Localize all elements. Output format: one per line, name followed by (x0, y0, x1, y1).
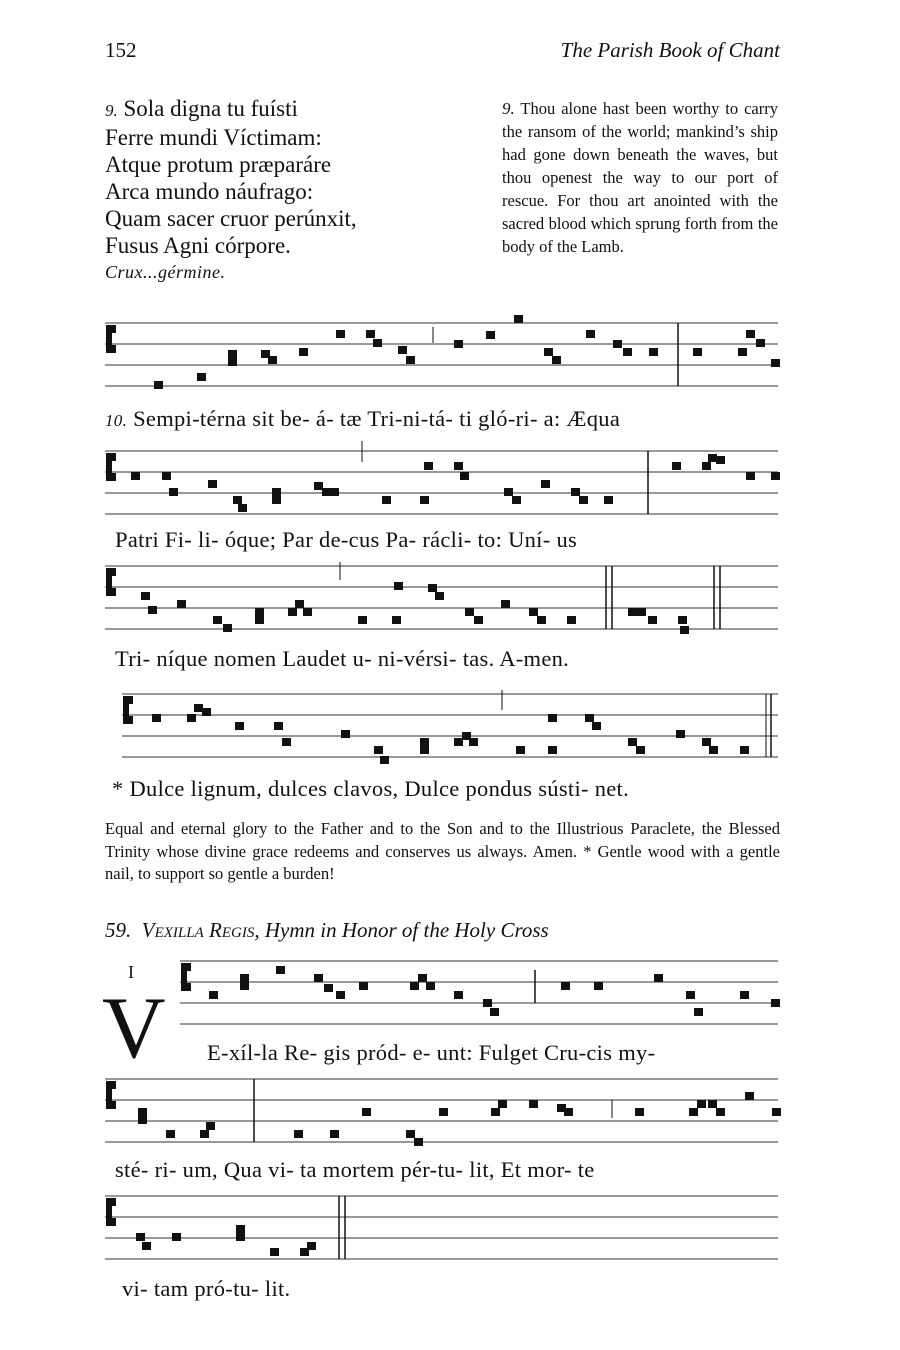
neume-note (272, 496, 281, 504)
neume-note (255, 608, 264, 616)
do-clef-icon (106, 1081, 116, 1089)
english-number: 9. (502, 99, 515, 118)
neume-note (172, 1233, 181, 1241)
neume-note (136, 1233, 145, 1241)
neume-note (362, 1108, 371, 1116)
mode-indicator: I (128, 962, 134, 982)
neume-note (746, 330, 755, 338)
neume-note (708, 454, 717, 462)
neume-note (307, 1242, 316, 1250)
lyric-line-4: * Dulce lignum, dulces clavos, Dulce pondus sústi- net. (112, 776, 630, 801)
neume-note (276, 966, 285, 974)
neume-note (358, 616, 367, 624)
neume-note (541, 480, 550, 488)
neume-note (746, 472, 755, 480)
neume-note (282, 738, 291, 746)
neume-note (512, 496, 521, 504)
latin-line: Atque protum præparáre (105, 152, 332, 177)
do-clef-icon (123, 716, 133, 724)
neume-note (771, 359, 780, 367)
neume-note (420, 738, 429, 746)
neume-note (702, 462, 711, 470)
neume-note (585, 714, 594, 722)
neume-note (270, 1248, 279, 1256)
neume-note (380, 756, 389, 764)
latin-line: Ferre mundi Víctimam: (105, 125, 322, 150)
neume-note (567, 616, 576, 624)
neume-note (324, 984, 333, 992)
do-clef-icon (106, 1218, 116, 1226)
neume-note (771, 999, 780, 1007)
neume-note (336, 330, 345, 338)
neume-note (454, 991, 463, 999)
neume-note (197, 373, 206, 381)
neume-note (274, 722, 283, 730)
neume-note (465, 608, 474, 616)
neume-note (594, 982, 603, 990)
neume-note (613, 340, 622, 348)
neume-note (420, 496, 429, 504)
neume-note (288, 608, 297, 616)
neume-note (131, 472, 140, 480)
do-clef-icon (181, 963, 191, 971)
neume-note (628, 738, 637, 746)
running-head: The Parish Book of Chant (560, 38, 780, 62)
lyric-line-2: Patri Fi- li- óque; Par de-cus Pa- rácli- to: Uní- us (115, 527, 578, 552)
hymn-lyric-line-3: vi- tam pró-tu- lit. (122, 1276, 291, 1301)
neume-note (223, 624, 232, 632)
neume-note (162, 472, 171, 480)
neume-note (454, 340, 463, 348)
neume-note (236, 1225, 245, 1233)
page-number: 152 (105, 38, 137, 62)
refrain-cue: Crux...gérmine. (105, 262, 226, 282)
neume-note (738, 348, 747, 356)
neume-note (359, 982, 368, 990)
neume-note (200, 1130, 209, 1138)
do-clef-icon (106, 568, 116, 576)
lyric-line-3: Tri- níque nomen Laudet u- ni-vérsi- tas. A-men. (115, 646, 570, 671)
neume-note (228, 350, 237, 358)
neume-note (623, 348, 632, 356)
latin-line: Arca mundo náufrago: (105, 179, 314, 204)
neume-note (394, 582, 403, 590)
neume-note (548, 746, 557, 754)
neume-note (486, 331, 495, 339)
neume-note (740, 746, 749, 754)
neume-note (686, 991, 695, 999)
neume-note (373, 339, 382, 347)
neume-note (366, 330, 375, 338)
neume-note (490, 1008, 499, 1016)
neume-note (236, 1233, 245, 1241)
neume-note (637, 608, 646, 616)
lyric-text: Sempi-térna sit be- á- tæ Tri-ni-tá- ti gló-ri- a: Æqua (133, 406, 621, 431)
neume-note (454, 738, 463, 746)
do-clef-icon (106, 453, 116, 461)
neume-note (240, 974, 249, 982)
hymn-title (105, 918, 549, 943)
neume-note (208, 480, 217, 488)
neume-note (672, 462, 681, 470)
neume-note (716, 456, 725, 464)
neume-note (680, 626, 689, 634)
neume-note (716, 1108, 725, 1116)
latin-text: Sola digna tu fuísti (123, 96, 298, 121)
neume-note (330, 488, 339, 496)
neume-note (295, 600, 304, 608)
neume-note (552, 356, 561, 364)
neume-note (654, 974, 663, 982)
neume-note (154, 381, 163, 389)
latin-line: Fusus Agni córpore. (105, 233, 291, 258)
neume-note (299, 348, 308, 356)
do-clef-icon (106, 345, 116, 353)
neume-note (424, 462, 433, 470)
neume-note (514, 315, 523, 323)
neume-note (374, 746, 383, 754)
neume-note (586, 330, 595, 338)
neume-note (169, 488, 178, 496)
do-clef-icon (123, 696, 133, 704)
lyric-line-1 (105, 406, 620, 432)
neume-note (592, 722, 601, 730)
neume-note (420, 746, 429, 754)
neume-note (142, 1242, 151, 1250)
do-clef-icon (106, 1101, 116, 1109)
drop-initial: V (102, 980, 166, 1077)
neume-note (314, 974, 323, 982)
neume-note (702, 738, 711, 746)
neume-note (544, 348, 553, 356)
neume-note (460, 472, 469, 480)
hymn-lyric-line-2: sté- ri- um, Qua vi- ta mortem pér-tu- lit, Et mor- te (115, 1157, 595, 1182)
neume-note (152, 714, 161, 722)
neume-note (194, 704, 203, 712)
neume-note (202, 708, 211, 716)
stanza-number: 9. (105, 101, 118, 120)
neume-note (255, 616, 264, 624)
neume-note (414, 1138, 423, 1146)
neume-note (501, 600, 510, 608)
neume-note (392, 616, 401, 624)
neume-note (628, 608, 637, 616)
neume-note (322, 488, 331, 496)
neume-note (426, 982, 435, 990)
neume-note (678, 616, 687, 624)
neume-note (469, 738, 478, 746)
translation-10: Equal and eternal glory to the Father and to the Son and to the Illustrious Paraclete, the Blessed Trinity whose divine grace redeems and conserves us always. Amen. * Gentle wood with a gentle nail, to support so gentle a burden! (105, 819, 780, 883)
neume-note (771, 472, 780, 480)
hymn-lyric-line-1: E-xíl-la Re- gis pród- e- unt: Fulget Cru-cis my- (207, 1040, 656, 1065)
neume-note (689, 1108, 698, 1116)
neume-note (410, 982, 419, 990)
neume-note (428, 584, 437, 592)
neume-note (635, 1108, 644, 1116)
neume-note (694, 1008, 703, 1016)
neume-note (330, 1130, 339, 1138)
neume-note (529, 1100, 538, 1108)
neume-note (233, 496, 242, 504)
neume-note (206, 1122, 215, 1130)
hymn-name: Vexilla Regis, (141, 918, 260, 942)
neume-note (398, 346, 407, 354)
neume-note (406, 1130, 415, 1138)
neume-note (336, 991, 345, 999)
neume-note (697, 1100, 706, 1108)
neume-note (148, 606, 157, 614)
neume-note (314, 482, 323, 490)
neume-note (561, 982, 570, 990)
neume-note (238, 504, 247, 512)
neume-note (235, 722, 244, 730)
do-clef-icon (106, 1198, 116, 1206)
neume-note (709, 746, 718, 754)
neume-note (166, 1130, 175, 1138)
neume-note (406, 356, 415, 364)
neume-note (676, 730, 685, 738)
neume-note (636, 746, 645, 754)
neume-note (209, 991, 218, 999)
neume-note (268, 356, 277, 364)
neume-note (740, 991, 749, 999)
neume-note (529, 608, 538, 616)
hymn-subtitle: Hymn in Honor of the Holy Cross (264, 918, 549, 942)
neume-note (294, 1130, 303, 1138)
neume-note (649, 348, 658, 356)
neume-note (303, 608, 312, 616)
neume-note (228, 358, 237, 366)
neume-note (579, 496, 588, 504)
neume-note (498, 1100, 507, 1108)
neume-note (138, 1116, 147, 1124)
neume-note (341, 730, 350, 738)
neume-note (708, 1100, 717, 1108)
neume-note (756, 339, 765, 347)
neume-note (435, 592, 444, 600)
do-clef-icon (106, 325, 116, 333)
verse-number: 10. (105, 411, 128, 430)
neume-note (213, 616, 222, 624)
neume-note (571, 488, 580, 496)
neume-note (240, 982, 249, 990)
hymn-number: 59. (105, 918, 132, 942)
neume-note (772, 1108, 781, 1116)
neume-note (138, 1108, 147, 1116)
do-clef-icon (181, 983, 191, 991)
neume-note (474, 616, 483, 624)
neume-note (745, 1092, 754, 1100)
neume-note (382, 496, 391, 504)
neume-note (483, 999, 492, 1007)
english-text: Thou alone hast been worthy to carry the ransom of the world; mankind’s ship had gone down beneath the waves, but thou openest the way to our port of rescue. For thou art anointed with the sacred blood which sprung forth from the body of the Lamb. (502, 99, 778, 256)
latin-line: Quam sacer cruor perúnxit, (105, 206, 357, 231)
neume-note (504, 488, 513, 496)
neume-note (141, 592, 150, 600)
neume-note (604, 496, 613, 504)
do-clef-icon (106, 473, 116, 481)
neume-note (564, 1108, 573, 1116)
neume-note (693, 348, 702, 356)
neume-note (537, 616, 546, 624)
neume-note (454, 462, 463, 470)
neume-note (548, 714, 557, 722)
neume-note (516, 746, 525, 754)
neume-note (439, 1108, 448, 1116)
do-clef-icon (106, 588, 116, 596)
neume-note (187, 714, 196, 722)
neume-note (648, 616, 657, 624)
neume-note (491, 1108, 500, 1116)
neume-note (272, 488, 281, 496)
neume-note (418, 974, 427, 982)
neume-note (177, 600, 186, 608)
